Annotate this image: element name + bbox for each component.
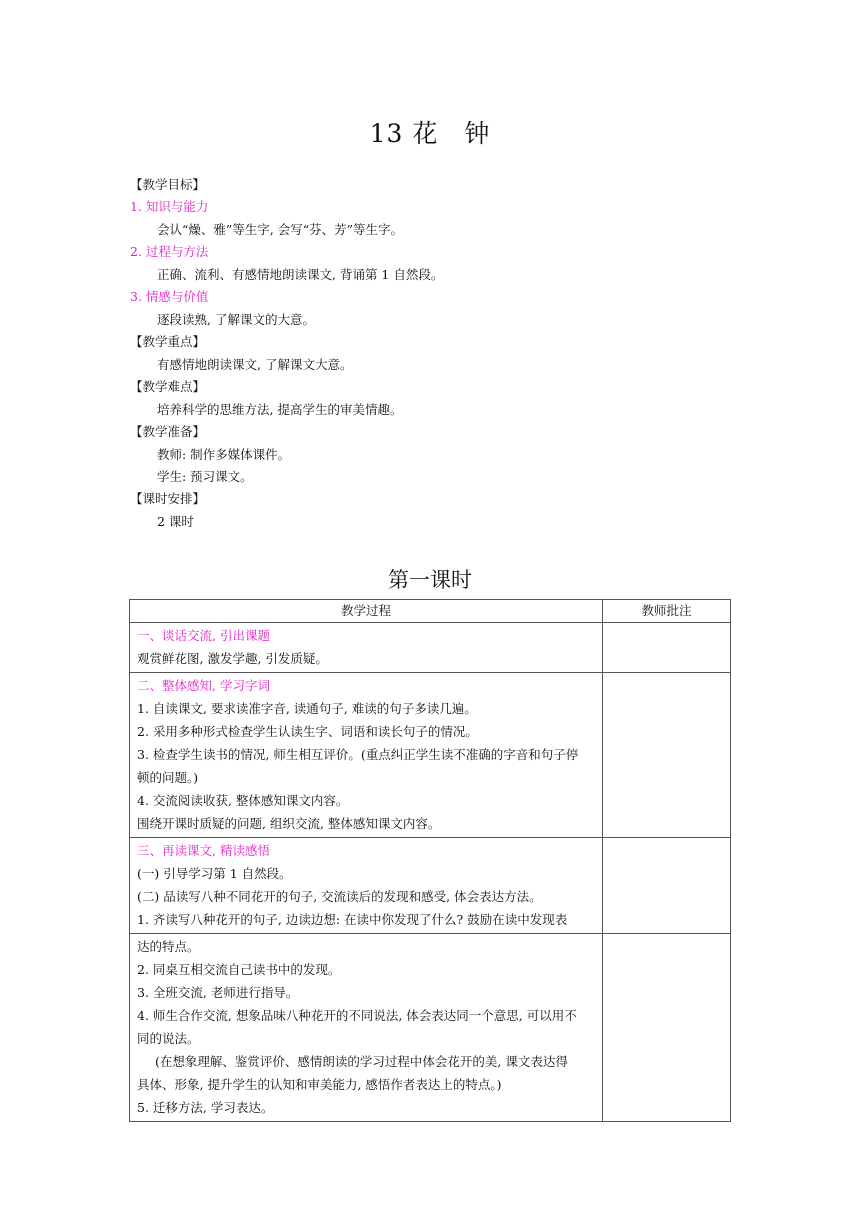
step-line: 4. 交流阅读收获, 整体感知课文内容。 — [137, 793, 349, 808]
section-heading-schedule: 【课时安排】 — [130, 491, 206, 506]
step-line: 2. 采用多种形式检查学生认读生字、词语和读长句子的情况。 — [137, 724, 478, 739]
step-line: 围绕开课时质疑的问题, 组织交流, 整体感知课文内容。 — [137, 816, 441, 831]
step-line: (二) 品读写八种不同花开的句子, 交流读后的发现和感受, 体会表达方法。 — [137, 889, 542, 904]
section-heading-preparation: 【教学准备】 — [130, 424, 206, 439]
step-heading: 一、谈话交流, 引出课题 — [137, 628, 270, 643]
step-line: 1. 自读课文, 要求读准字音, 读通句子, 难读的句子多读几遍。 — [137, 701, 477, 716]
step-line: (在想象理解、鉴赏评价、感情朗读的学习过程中体会花开的美, 课文表达得 — [155, 1054, 568, 1069]
lesson-title: 第一课时 — [388, 568, 472, 592]
table-row — [130, 673, 731, 838]
step-line: 5. 迁移方法, 学习表达。 — [137, 1100, 274, 1115]
step-line: 具体、形象, 提升学生的认知和审美能力, 感悟作者表达上的特点。) — [137, 1077, 502, 1092]
notes-cell — [603, 934, 731, 1122]
preparation-student: 学生: 预习课文。 — [157, 469, 253, 484]
header-process: 教学过程 — [130, 600, 603, 623]
table-row — [130, 934, 731, 1122]
step-line: 3. 全班交流, 老师进行指导。 — [137, 985, 299, 1000]
step-line: 3. 检查学生读书的情况, 师生相互评价。(重点纠正学生读不准确的字音和句子停 — [137, 747, 579, 762]
page-title: 13 花 钟 — [369, 119, 491, 148]
section-heading-difficulties: 【教学难点】 — [130, 379, 206, 394]
step-line: 1. 齐读写八种花开的句子, 边读边想: 在读中你发现了什么? 鼓励在读中发现表 — [137, 912, 568, 927]
difficulties-text: 培养科学的思维方法, 提高学生的审美情趣。 — [157, 402, 403, 417]
schedule-text: 2 课时 — [157, 514, 194, 529]
step-line: 达的特点。 — [137, 939, 200, 954]
key-points-text: 有感情地朗读课文, 了解课文大意。 — [157, 357, 353, 372]
goal-heading-values: 3. 情感与价值 — [130, 289, 209, 304]
step-line: 同的说法。 — [137, 1031, 200, 1046]
preparation-teacher: 教师: 制作多媒体课件。 — [157, 447, 291, 462]
notes-cell — [603, 673, 731, 838]
table-row — [130, 838, 731, 934]
header-notes: 教师批注 — [603, 600, 731, 623]
step-heading: 三、再读课文, 精读感悟 — [137, 843, 270, 858]
goal-heading-process: 2. 过程与方法 — [130, 244, 209, 259]
step-line: 观赏鲜花图, 激发学趣, 引发质疑。 — [137, 651, 328, 666]
process-cell — [130, 838, 603, 934]
notes-cell — [603, 838, 731, 934]
goal-text-knowledge: 会认“燥、雅”等生字, 会写“芬、芳”等生字。 — [157, 222, 404, 237]
step-line: (一) 引导学习第 1 自然段。 — [137, 866, 292, 881]
goal-heading-knowledge: 1. 知识与能力 — [130, 199, 209, 214]
section-heading-key-points: 【教学重点】 — [130, 334, 206, 349]
process-cell — [130, 673, 603, 838]
goal-text-values: 逐段读熟, 了解课文的大意。 — [157, 312, 315, 327]
notes-cell — [603, 623, 731, 673]
table-row — [130, 623, 731, 673]
table-header-row — [130, 600, 731, 623]
process-cell — [130, 934, 603, 1122]
step-heading: 二、整体感知, 学习字词 — [137, 678, 270, 693]
step-line: 2. 同桌互相交流自己读书中的发现。 — [137, 962, 341, 977]
goal-text-process: 正确、流利、有感情地朗读课文, 背诵第 1 自然段。 — [157, 267, 444, 282]
step-line: 顿的问题。) — [137, 770, 199, 785]
process-cell — [130, 623, 603, 673]
section-heading-teaching-goals: 【教学目标】 — [130, 177, 206, 192]
lesson-plan-table — [129, 599, 731, 1122]
step-line: 4. 师生合作交流, 想象品味八种花开的不同说法, 体会表达同一个意思, 可以用不 — [137, 1008, 577, 1023]
